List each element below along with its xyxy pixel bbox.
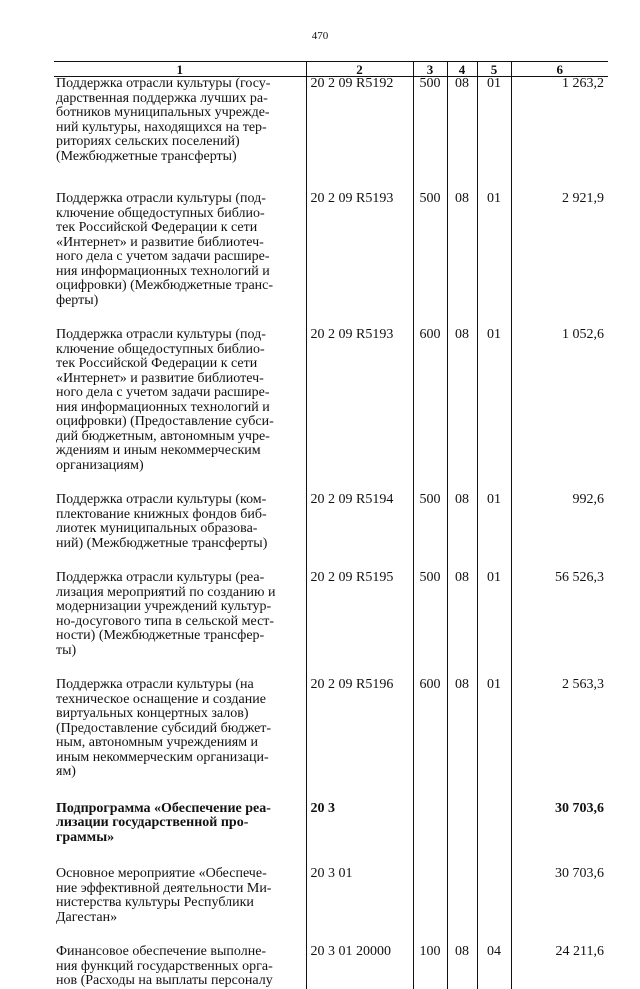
description-line: Поддержка отрасли культуры (госу- [56,76,271,91]
spacer-cell [477,473,511,493]
row-amount: 992,6 [511,493,608,551]
row-amount: 2 921,9 [511,192,608,308]
description-line: ным, автономным учреждениям и [56,735,259,750]
table-row [54,328,608,473]
spacer-cell [413,925,447,945]
spacer-cell [54,658,306,678]
row-amount: 2 563,3 [511,678,608,780]
description-line: ботников муниципальных учрежде- [56,105,270,120]
spacer-cell [477,308,511,328]
row-section [447,867,477,925]
description-line: ния информационных технологий и [56,399,270,415]
spacer-cell [413,551,447,571]
spacer-cell [54,925,306,945]
description-line: виртуальных концертных залов) [56,706,249,721]
description-line: риториях сельских поселений) [56,134,240,149]
spacer-cell [54,845,306,867]
description-line: иным некоммерческим организаци- [56,749,269,765]
row-code: 20 2 09 R5196 [306,678,413,780]
row-amount: 56 526,3 [511,571,608,658]
row-code: 20 2 09 R5193 [306,192,413,308]
spacer-cell [413,658,447,678]
spacer-cell [447,658,477,678]
row-amount: 24 211,6 [511,945,608,989]
table-body [54,77,608,989]
description-line: ждениям и иным некоммерческим [56,443,261,458]
spacer-cell [306,925,413,945]
spacer-cell [306,845,413,867]
row-subsection: 04 [477,945,511,989]
spacer-cell [306,658,413,678]
description-line: Поддержка отрасли культуры (ком- [56,492,267,507]
column-header-6: 6 [511,62,608,77]
description-line: граммы» [56,829,115,845]
spacer-cell [511,845,608,867]
description-line: Поддержка отрасли культуры (под- [56,191,266,206]
row-expense-type [413,802,447,846]
description-line: ключение общедоступных библио- [56,341,265,357]
row-subsection [477,802,511,846]
row-code: 20 2 09 R5194 [306,493,413,551]
description-line: ности) (Межбюджетные трансфер- [56,628,265,643]
spacer-cell [306,473,413,493]
description-line: дий бюджетным, автономным учре- [56,428,270,444]
spacer-cell [306,780,413,802]
spacer-cell [477,845,511,867]
row-description [54,571,306,658]
page-number: 470 [311,30,329,42]
description-line: оцифровки) (Предоставление субси- [56,414,274,429]
table-row [54,867,608,925]
row-spacer [54,845,608,867]
row-description [54,77,306,165]
row-subsection: 01 [477,571,511,658]
spacer-cell [447,308,477,328]
description-line: ния функций государственных орга- [56,958,273,974]
row-subsection: 01 [477,678,511,780]
description-line: Финансовое обеспечение выполне- [56,944,267,959]
row-expense-type: 600 [413,328,447,473]
spacer-cell [306,164,413,192]
row-section: 08 [447,678,477,780]
row-description [54,192,306,308]
row-subsection [477,867,511,925]
spacer-cell [413,845,447,867]
spacer-cell [511,780,608,802]
description-line: Поддержка отрасли культуры (под- [56,327,266,342]
row-description [54,867,306,925]
row-section: 08 [447,493,477,551]
spacer-cell [511,658,608,678]
spacer-cell [413,780,447,802]
row-code: 20 3 01 [306,867,413,925]
column-header-2: 2 [306,62,413,77]
spacer-cell [447,925,477,945]
row-spacer [54,925,608,945]
row-section: 08 [447,571,477,658]
row-description [54,328,306,473]
spacer-cell [511,473,608,493]
row-description [54,678,306,780]
row-expense-type: 600 [413,678,447,780]
description-line: дарственная поддержка лучших ра- [56,90,268,106]
column-header-5: 5 [477,62,511,77]
description-line: ние эффективной деятельности Ми- [56,880,272,896]
spacer-cell [511,308,608,328]
row-amount: 30 703,6 [511,867,608,925]
description-line: ного дела с учетом задачи расшире- [56,249,270,264]
spacer-cell [54,473,306,493]
row-spacer [54,164,608,192]
spacer-cell [477,658,511,678]
description-line: лизации государственной про- [56,815,249,830]
table-row [54,802,608,846]
spacer-cell [413,473,447,493]
description-line: лизация мероприятий по созданию и [56,584,276,600]
spacer-cell [447,473,477,493]
spacer-cell [54,551,306,571]
spacer-cell [477,164,511,192]
column-header-4: 4 [447,62,477,77]
row-subsection: 01 [477,77,511,165]
description-line: тек Российской Федерации к сети [56,220,258,235]
description-line: модернизации учреждений культур- [56,599,272,614]
row-expense-type [413,867,447,925]
description-line: лиотек муниципальных образова- [56,521,258,536]
row-code: 20 2 09 R5192 [306,77,413,165]
row-section: 08 [447,328,477,473]
spacer-cell [54,780,306,802]
budget-table [54,61,608,989]
row-subsection: 01 [477,192,511,308]
spacer-cell [413,308,447,328]
spacer-cell [447,551,477,571]
row-subsection: 01 [477,493,511,551]
row-section [447,802,477,846]
row-subsection: 01 [477,328,511,473]
row-expense-type: 500 [413,77,447,165]
description-line: но-досугового типа в сельской мест- [56,613,275,629]
description-line: оцифровки) (Межбюджетные транс- [56,278,274,293]
spacer-cell [54,164,306,192]
description-line: тек Российской Федерации к сети [56,356,258,371]
row-section: 08 [447,192,477,308]
description-line: (Межбюджетные трансферты) [56,148,237,164]
description-line: Поддержка отрасли культуры (на [56,677,254,692]
row-description [54,802,306,846]
table-row [54,678,608,780]
description-line: ния информационных технологий и [56,263,270,279]
row-expense-type: 500 [413,493,447,551]
description-line: (Предоставление субсидий бюджет- [56,720,272,736]
row-expense-type: 500 [413,192,447,308]
table-row [54,192,608,308]
spacer-cell [477,925,511,945]
description-line: ям) [56,764,76,779]
row-spacer [54,473,608,493]
table-row [54,571,608,658]
description-line: Основное мероприятие «Обеспече- [56,866,267,881]
row-expense-type: 100 [413,945,447,989]
row-code: 20 3 [306,802,413,846]
row-section: 08 [447,945,477,989]
spacer-cell [477,551,511,571]
description-line: плектование книжных фондов биб- [56,506,267,522]
row-amount: 30 703,6 [511,802,608,846]
table-row [54,493,608,551]
row-spacer [54,780,608,802]
description-line: ного дела с учетом задачи расшире- [56,385,270,400]
row-amount: 1 052,6 [511,328,608,473]
row-code: 20 2 09 R5195 [306,571,413,658]
spacer-cell [511,925,608,945]
description-line: «Интернет» и развитие библиотеч- [56,234,264,250]
spacer-cell [413,164,447,192]
spacer-cell [511,551,608,571]
description-line: ты) [56,642,77,658]
row-code: 20 3 01 20000 [306,945,413,989]
description-line: ключение общедоступных библио- [56,205,265,221]
spacer-cell [54,308,306,328]
description-line: нов (Расходы на выплаты персоналу [56,973,273,988]
column-header-1: 1 [54,62,306,77]
description-line: техническое оснащение и создание [56,691,266,707]
description-line: организациям) [56,457,144,473]
description-line: Дагестан» [56,909,118,925]
row-amount: 1 263,2 [511,77,608,165]
spacer-cell [477,780,511,802]
column-header-3: 3 [413,62,447,77]
row-spacer [54,658,608,678]
row-code: 20 2 09 R5193 [306,328,413,473]
description-line: ний) (Межбюджетные трансферты) [56,535,268,551]
description-line: Подпрограмма «Обеспечение реа- [56,800,271,816]
spacer-cell [447,164,477,192]
spacer-cell [447,780,477,802]
description-line: ний культуры, находящихся на тер- [56,119,267,135]
row-description [54,493,306,551]
row-spacer [54,551,608,571]
description-line: нистерства культуры Республики [56,895,254,910]
spacer-cell [511,164,608,192]
spacer-cell [306,551,413,571]
spacer-cell [447,845,477,867]
table-row [54,77,608,165]
description-line: «Интернет» и развитие библиотеч- [56,370,264,386]
description-line: ферты) [56,292,99,308]
row-spacer [54,308,608,328]
row-section: 08 [447,77,477,165]
row-description [54,945,306,989]
spacer-cell [306,308,413,328]
row-expense-type: 500 [413,571,447,658]
table-row [54,945,608,989]
description-line: Поддержка отрасли культуры (реа- [56,570,265,585]
table-header-row [54,62,608,77]
